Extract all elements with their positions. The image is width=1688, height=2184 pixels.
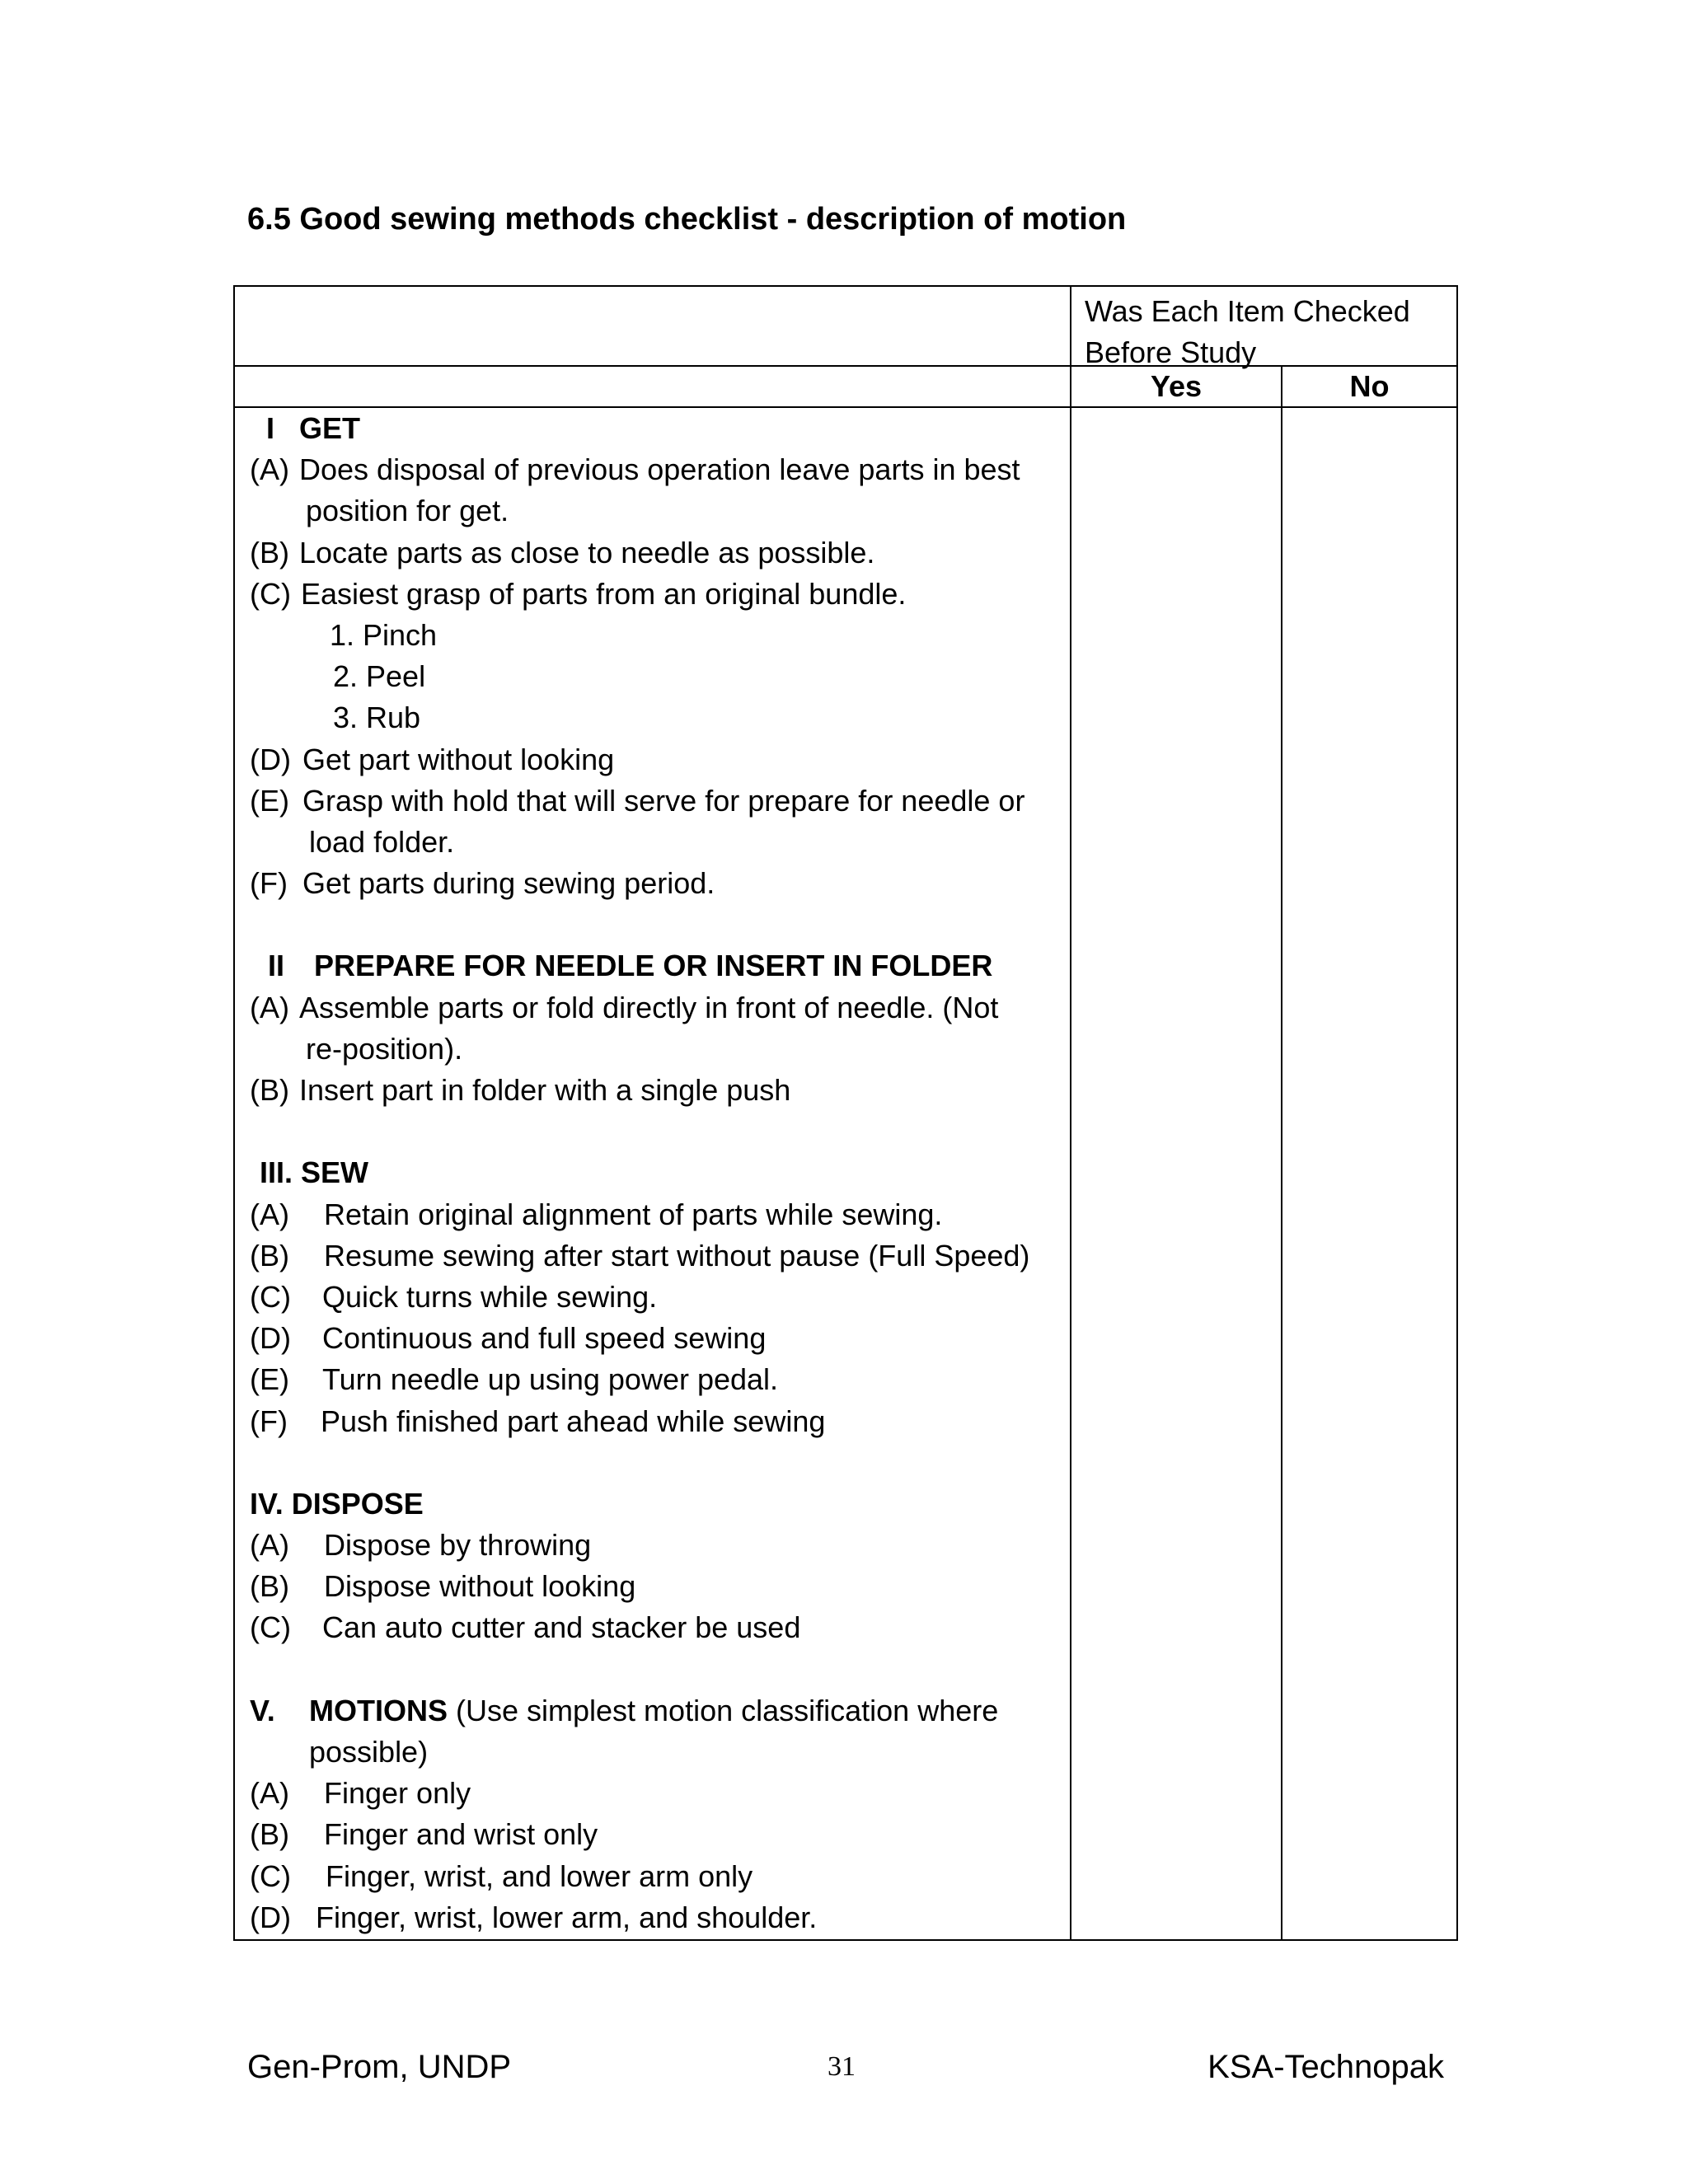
header-blank-cell (234, 286, 1071, 366)
header-line-2: Before Study (1085, 335, 1257, 369)
list-item: (A) Retain original alignment of parts while sewing. (250, 1197, 943, 1231)
page-title: 6.5 Good sewing methods checklist - description of motion (247, 202, 1127, 237)
list-item: (C) Easiest grasp of parts from an original bundle. (250, 576, 907, 611)
section-number: I (265, 411, 274, 445)
section-heading-get (250, 408, 1070, 449)
list-item: (B) Resume sewing after start without pause (Full Speed) (250, 1238, 1030, 1272)
sub-list-item: 1. Pinch (330, 617, 438, 652)
section-number: V. (250, 1693, 275, 1727)
section-heading-motions (250, 1690, 1070, 1732)
list-item: (B) Dispose without looking (250, 1569, 636, 1604)
section-number: II (267, 949, 284, 983)
list-item-continuation: position for get. (306, 494, 509, 528)
list-item: (C) Can auto cutter and stacker be used (250, 1610, 801, 1645)
subheader-blank-cell (234, 366, 1071, 407)
header-checked-cell (1071, 286, 1457, 369)
list-item: (D) Get part without looking (250, 742, 615, 776)
section-heading-dispose (250, 1483, 1070, 1525)
yes-checkbox-column[interactable] (1071, 407, 1282, 1940)
header-line-1: Was Each Item Checked (1085, 294, 1410, 328)
list-item: (C) Finger, wrist, and lower arm only (250, 1858, 753, 1893)
list-item: (A) Does disposal of previous operation leave parts in best (250, 452, 1020, 487)
section-heading-prepare (250, 945, 1070, 987)
table-body-row (234, 407, 1457, 1940)
section-heading-sew (250, 1152, 1070, 1193)
list-item: (F) Get parts during sewing period. (250, 866, 715, 901)
checklist-table (233, 285, 1458, 1941)
yes-column-header: Yes (1071, 366, 1282, 407)
no-column-header: No (1282, 366, 1457, 407)
no-checkbox-column[interactable] (1282, 407, 1457, 1940)
list-item: (F) Push finished part ahead while sewing (250, 1404, 826, 1438)
list-item: (A) Assemble parts or fold directly in front of needle. (Not (250, 990, 999, 1024)
list-item: (D) Continuous and full speed sewing (250, 1321, 767, 1356)
list-item: (D) Finger, wrist, lower arm, and shoulder. (250, 1900, 818, 1934)
list-item: (E) Grasp with hold that will serve for prepare for needle or (250, 783, 1025, 818)
section-title: MOTIONS (309, 1693, 448, 1727)
list-item: (B) Insert part in folder with a single push (250, 1073, 791, 1107)
list-item-continuation: load folder. (309, 824, 455, 859)
table-header-row (234, 286, 1457, 366)
list-item: (B) Finger and wrist only (250, 1817, 598, 1852)
sub-list-item: 3. Rub (333, 701, 421, 735)
list-item: (B) Locate parts as close to needle as possible. (250, 535, 875, 569)
list-item: (C) Quick turns while sewing. (250, 1279, 658, 1314)
section-note-continuation: possible) (309, 1735, 429, 1769)
table-subheader-row (234, 366, 1457, 407)
section-title: GET (299, 411, 361, 445)
section-title: IV. DISPOSE (250, 1486, 424, 1521)
list-item: (E) Turn needle up using power pedal. (250, 1362, 779, 1397)
list-item-continuation: re-position). (306, 1031, 463, 1066)
list-item: (A) Finger only (250, 1776, 471, 1811)
sub-list-item: 2. Peel (333, 659, 426, 694)
section-note: (Use simplest motion classification where (456, 1693, 999, 1727)
section-title: III. SEW (260, 1155, 369, 1190)
footer-organization: Gen-Prom, UNDP (247, 2049, 512, 2085)
footer-company: KSA-Technopak (1207, 2049, 1444, 2085)
list-item: (A) Dispose by throwing (250, 1528, 592, 1563)
section-title: PREPARE FOR NEEDLE OR INSERT IN FOLDER (314, 949, 993, 983)
page-number: 31 (828, 2051, 856, 2082)
checklist-items-cell (234, 407, 1071, 1940)
